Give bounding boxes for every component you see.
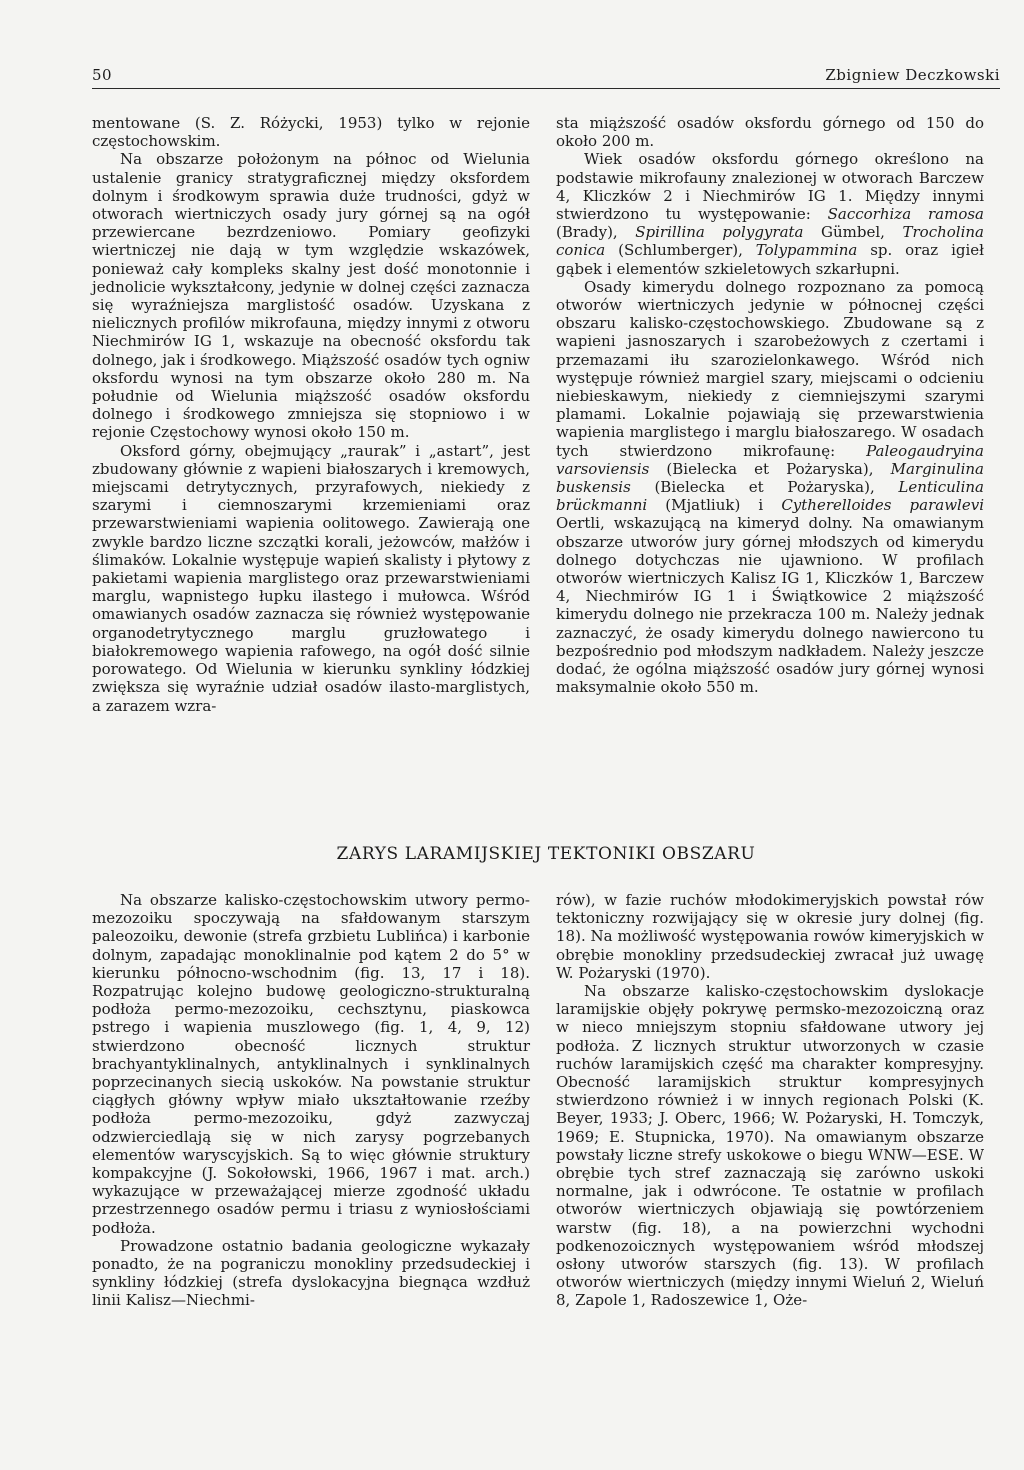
lower-right-column (556, 891, 984, 1310)
paragraph: Na obszarze położonym na północ od Wielunia ustalenie granicy stratygraficznej między oksfordem dolnym i środkowym sprawia duże trudności, gdyż w otworach wiertniczych osady jury górnej są na ogół przewiercane bezrdzeniowo. Pomiary geofizyki wiertniczej nie dają w tym względzie wskazówek, ponieważ cały kompleks skalny jest dość monotonnie i jednolicie wykształcony, jedynie w dolnej części zaznacza się wyraźniejsza marglistość osadów. Uzyskana z nielicznych profilów mikrofauna, między innymi z otworu Niechmirów IG 1, wskazuje na obecność oksfordu tak dolnego, jak i środkowego. Miąższość osadów tych ogniw oksfordu wynosi na tym obszarze około 280 m. Na południe od Wielunia miąższość osadów oksfordu dolnego i środkowego zmniejsza się stopniowo i w rejonie Częstochowy wynosi około 150 m. (92, 150, 530, 442)
paragraph: rów), w fazie ruchów młodokimeryjskich powstał rów tektoniczny rozwijający się w okresie jury dolnej (fig. 18). Na możliwość występowania rowów kimeryjskich w obrębie monokliny przedsudeckiej zwracał już uwagę W. Pożaryski (1970). (556, 891, 984, 982)
running-head-author: Zbigniew Deczkowski (825, 66, 1000, 84)
lower-left-column (92, 891, 530, 1310)
paragraph: mentowane (S. Z. Różycki, 1953) tylko w rejonie częstochowskim. (92, 114, 530, 151)
upper-left-column (92, 114, 530, 715)
upper-right-column (556, 114, 984, 697)
paragraph: Prowadzone ostatnio badania geologiczne wykazały ponadto, że na pograniczu monokliny przedsudeckiej i synkliny łódzkiej (strefa dyslokacyjna biegnąca wzdłuż linii Kalisz—Niechmi- (92, 1236, 530, 1310)
paragraph: Oksford górny, obejmujący „raurak” i „astart”, jest zbudowany głównie z wapieni białoszarych i kremowych, miejscami detrytycznych, przyrafowych, niekiedy z szarymi i ciemnoszarymi krzemieniami oraz przewarstwieniami wapienia oolitowego. Zawierają one zwykle bardzo liczne szczątki korali, jeżowców, małżów i ślimaków. Lokalnie występuje wapień skalisty i płytowy z pakietami wapienia marglistego oraz przewarstwieniami marglu, wapnistego łupku ilastego i mułowca. Wśród omawianych osadów zaznacza się również występowanie organodetrytycznego marglu gruzłowatego i białokremowego wapienia rafowego, na ogół dość silnie porowatego. Od Wielunia w kierunku synkliny łódzkiej zwiększa się wyraźnie udział osadów ilasto-marglistych, a zarazem wzra- (92, 441, 530, 715)
running-head (92, 66, 1000, 89)
section-heading: ZARYS LARAMIJSKIEJ TEKTONIKI OBSZARU (336, 844, 756, 864)
paragraph: Osady kimerydu dolnego rozpoznano za pomocą otworów wiertniczych jedynie w północnej części obszaru kalisko-częstochowskiego. Zbudowane są z wapieni jasnoszarych i szarobeżowych z czertami i przemazami iłu szarozielonkawego. Wśród nich występuje również margiel szary, miejscami o odcieniu niebieskawym, niekiedy z ciemniejszymi szarymi plamami. Lokalnie pojawiają się przewarstwienia wapienia marglistego i marglu białoszarego. W osadach tych stwierdzono mikrofaunę: Paleogaudryina varsoviensis (Bielecka et Pożaryska), Marginulina buskensis (Bielecka et Pożaryska), Lenticulina brückmanni (Mjatliuk) i Cytherelloides parawlevi Oertli, wskazującą na kimeryd dolny. Na omawianym obszarze utworów jury górnej młodszych od kimerydu dolnego dotychczas nie ujawniono. W profilach otworów wiertniczych Kalisz IG 1, Kliczków 1, Barczew 4, Niechmirów IG 1 i Świątkowice 2 miąższość kimerydu dolnego nie przekracza 100 m. Należy jednak zaznaczyć, że osady kimerydu dolnego nawiercono tu bezpośrednio pod młodszym nadkładem. Należy jeszcze dodać, że ogólna miąższość osadów jury górnej wynosi maksymalnie około 550 m. (556, 277, 985, 697)
paragraph: Na obszarze kalisko-częstochowskim utwory permo-mezozoiku spoczywają na sfałdowanym starszym paleozoiku, dewonie (strefa grzbietu Lublińca) i karbonie dolnym, zapadając monoklinalnie pod kątem 2 do 5° w kierunku północno-wschodnim (fig. 13, 17 i 18). Rozpatrując kolejno budowę geologiczno-strukturalną podłoża permo-mezozoiku, cechsztynu, piaskowca pstrego i wapienia muszlowego (fig. 1, 4, 9, 12) stwierdzono obecność licznych struktur brachyantyklinalnych, antyklinalnych i synklinalnych poprzecinanych siecią uskoków. Na powstanie struktur ciągłych główny wpływ miało ukształtowanie rzeźby podłoża permo-mezozoiku, gdyż zazwyczaj odzwierciedlają się w nich zarysy pogrzebanych elementów waryscyjskich. Są to więc głównie struktury kompakcyjne (J. Sokołowski, 1966, 1967 i mat. arch.) wykazujące w przeważającej mierze zgodność układu przestrzennego osadów permu i triasu z wyniosłościami podłoża. (92, 891, 530, 1237)
paragraph: sta miąższość osadów oksfordu górnego od 150 do około 200 m. (556, 114, 984, 151)
page-number: 50 (92, 66, 113, 84)
paragraph: Na obszarze kalisko-częstochowskim dyslokacje laramijskie objęły pokrywę permsko-mezozoiczną oraz w nieco mniejszym stopniu sfałdowane utwory jej podłoża. Z licznych struktur utworzonych w czasie ruchów laramijskich część ma charakter kompresyjny. Obecność laramijskich struktur kompresyjnych stwierdzono również i w innych regionach Polski (K. Beyer, 1933; J. Oberc, 1966; W. Pożaryski, H. Tomczyk, 1969; E. Stupnicka, 1970). Na omawianym obszarze powstały liczne strefy uskokowe o biegu WNW—ESE. W obrębie tych stref zaznaczają się zarówno uskoki normalne, jak i odwrócone. Te ostatnie w profilach otworów wiertniczych objawiają się powtórzeniem warstw (fig. 18), a na powierzchni wychodni podkenozoicznych występowaniem wśród młodszej osłony utworów starszych (fig. 13). W profilach otworów wiertniczych (między innymi Wieluń 2, Wieluń 8, Zapole 1, Radoszewice 1, Oże- (556, 982, 984, 1310)
paragraph: Wiek osadów oksfordu górnego określono na podstawie mikrofauny znalezionej w otworach Barczew 4, Kliczków 2 i Niechmirów IG 1. Między innymi stwierdzono tu występowanie: Saccorhiza ramosa (Brady), Spirillina polygyrata Gümbel, Trocholina conica (Schlumberger), Tolypammina sp. oraz igieł gąbek i elementów szkieletowych szkarłupni. (556, 150, 985, 278)
